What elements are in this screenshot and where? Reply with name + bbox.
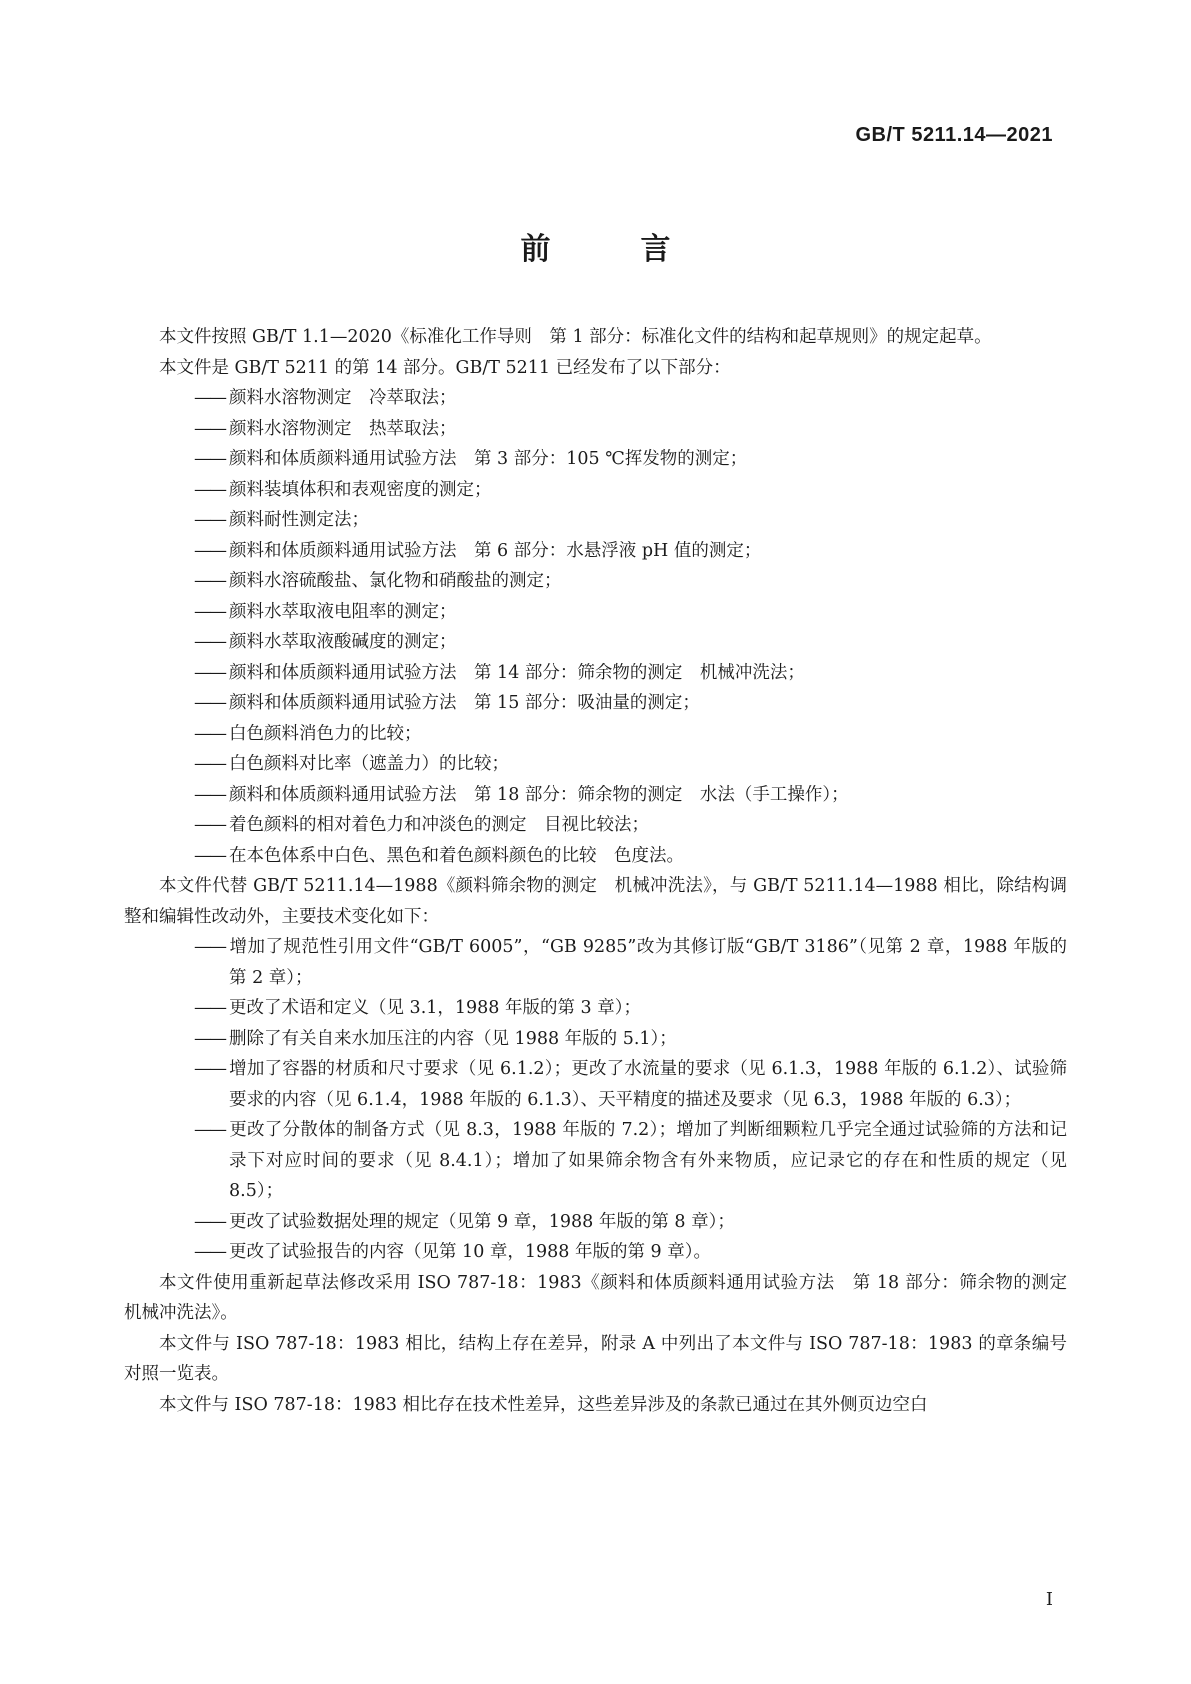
list-item: —— 白色颜料消色力的比较；	[159, 719, 1067, 750]
list-item: —— 颜料水溶硫酸盐、氯化物和硝酸盐的测定；	[159, 566, 1067, 597]
paragraph: 本文件代替 GB/T 5211.14—1988《颜料筛余物的测定 机械冲洗法》，与 GB/T 5211.14—1988 相比，除结构调整和编辑性改动外，主要技术变化如下：	[124, 876, 1067, 927]
list-item: —— 更改了试验数据处理的规定（见第 9 章，1988 年版的第 8 章）；	[159, 1207, 1067, 1238]
paragraph: 本文件使用重新起草法修改采用 ISO 787-18：1983《颜料和体质颜料通用试验方法 第 18 部分：筛余物的测定 机械冲洗法》。	[124, 1272, 1085, 1323]
list-item: —— 删除了有关自来水加压注的内容（见 1988 年版的 5.1）；	[159, 1024, 1067, 1055]
body-text	[124, 322, 1085, 1420]
list-item: —— 颜料装填体积和表观密度的测定；	[159, 475, 1067, 506]
page-title: 前 言	[520, 232, 701, 267]
list-item: —— 颜料和体质颜料通用试验方法 第 15 部分：吸油量的测定；	[159, 688, 1067, 719]
paragraph: 本文件与 ISO 787-18：1983 相比，结构上存在差异，附录 A 中列出了本文件与 ISO 787-18：1983 的章条编号对照一览表。	[124, 1333, 1067, 1384]
list-item: —— 白色颜料对比率（遮盖力）的比较；	[159, 749, 1067, 780]
standard-code: GB/T 5211.14—2021	[855, 124, 1053, 146]
list-item: —— 颜料和体质颜料通用试验方法 第 14 部分：筛余物的测定 机械冲洗法；	[159, 658, 1067, 689]
list-item: —— 增加了容器的材质和尺寸要求（见 6.1.2）；更改了水流量的要求（见 6.1.3，1988 年版的 6.1.2）、试验筛要求的内容（见 6.1.4，1988 年版的 6.1.3）、天平精度的描述及要求（见 6.3，1988 年版的 6.3）；	[159, 1054, 1067, 1115]
paragraph: 本文件是 GB/T 5211 的第 14 部分。GB/T 5211 已经发布了以下部分：	[159, 357, 731, 378]
list-item: —— 颜料水萃取液酸碱度的测定；	[159, 627, 1067, 658]
list-item: —— 在本色体系中白色、黑色和着色颜料颜色的比较 色度法。	[159, 841, 1067, 872]
list-item: —— 更改了分散体的制备方式（见 8.3，1988 年版的 7.2）；增加了判断细颗粒几乎完全通过试验筛的方法和记录下对应时间的要求（见 8.4.1）；增加了如果筛余物含有外来物质，应记录它的存在和性质的规定（见 8.5）；	[159, 1115, 1067, 1207]
page-number: I	[1045, 1589, 1053, 1610]
list-item: —— 颜料耐性测定法；	[159, 505, 1067, 536]
list-item: —— 着色颜料的相对着色力和冲淡色的测定 目视比较法；	[159, 810, 1067, 841]
list-item: —— 颜料水溶物测定 冷萃取法；	[159, 383, 1067, 414]
paragraph: 本文件按照 GB/T 1.1—2020《标准化工作导则 第 1 部分：标准化文件的结构和起草规则》的规定起草。	[159, 327, 992, 347]
list-item: —— 颜料和体质颜料通用试验方法 第 6 部分：水悬浮液 pH 值的测定；	[159, 536, 1067, 567]
list-item: —— 颜料水溶物测定 热萃取法；	[159, 414, 1067, 445]
list-item: —— 增加了规范性引用文件“GB/T 6005”，“GB 9285”改为其修订版“GB/T 3186”（见第 2 章，1988 年版的第 2 章）；	[159, 932, 1067, 993]
list-item: —— 更改了术语和定义（见 3.1，1988 年版的第 3 章）；	[159, 993, 1067, 1024]
list-item: —— 颜料和体质颜料通用试验方法 第 18 部分：筛余物的测定 水法（手工操作）；	[159, 780, 1067, 811]
list-item: —— 颜料和体质颜料通用试验方法 第 3 部分：105 ℃挥发物的测定；	[159, 444, 1067, 475]
list-item: —— 更改了试验报告的内容（见第 10 章，1988 年版的第 9 章）。	[159, 1237, 1067, 1268]
list-item: —— 颜料水萃取液电阻率的测定；	[159, 597, 1067, 628]
paragraph: 本文件与 ISO 787-18：1983 相比存在技术性差异，这些差异涉及的条款已通过在其外侧页边空白	[159, 1394, 928, 1415]
